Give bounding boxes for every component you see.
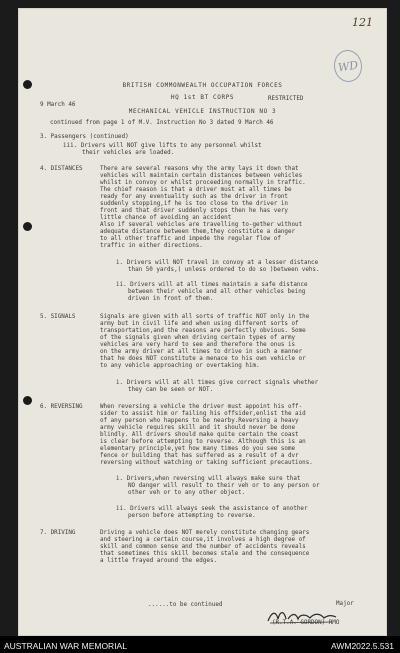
document-page — [18, 8, 387, 636]
body-text-line: that sometimes this skill becomes stale and the consequence — [100, 551, 310, 557]
body-text-line: Driving a vehicle does NOT merely constitute changing gears — [100, 530, 310, 536]
body-text-line: than 50 yards,( unless ordered to do so )between vehs. — [128, 267, 320, 273]
body-text-line: and steering a certain course,it involves a high degree of — [100, 537, 306, 543]
archive-reference: AWM2022.5.531 — [331, 641, 394, 651]
body-text-line: army vehicle requires skill and it should never be done — [100, 425, 296, 431]
body-text-line: their vehicles are loaded. — [82, 150, 175, 156]
body-text-line: skill and common sense and the number of accidents reveals — [100, 544, 306, 550]
body-text-line: suddenly stopping,if he is too close to the driver in — [100, 201, 288, 207]
body-text-line: Signals are given with all sorts of traffic NOT only in the — [100, 314, 310, 320]
body-text-line: traffic in either directions. — [100, 243, 203, 249]
body-text-line: person before attempting to reverse. — [128, 513, 256, 519]
body-text-line: on the army driver at all times to drive in such a manner — [100, 349, 303, 355]
body-text-line: 3. Passengers (continued) — [40, 134, 129, 140]
body-text-line: 6. REVERSING — [40, 404, 83, 410]
body-text-line: blindly. All drivers should make quite certain the coast — [100, 432, 299, 438]
body-text-line: NO danger will result to their veh or to any person or — [128, 483, 320, 489]
body-text-line: sider to assist him or failing his offsider,enlist the aid — [100, 411, 306, 417]
body-text-line: 7. DRIVING — [40, 530, 76, 536]
archive-name: AUSTRALIAN WAR MEMORIAL — [4, 641, 127, 651]
body-text-line: ii. Drivers will always seek the assistance of another — [116, 506, 308, 512]
body-text-line: transportation,and the reasons are perfectly obvious. Some — [100, 328, 306, 334]
body-text-line: little chance of avoiding an accident — [100, 215, 232, 221]
body-text-line: There are several reasons why the army lays it down that — [100, 166, 299, 172]
body-text-line: between their vehicle and all other vehicles being — [128, 289, 306, 295]
body-text-line: elementary principle,yet how many times do you see some — [100, 446, 296, 452]
continued-note: continued from page 1 of M.V. Instruction No 3 dated 9 March 46 — [50, 120, 274, 126]
body-text-line: i. Drivers will at all times give correct signals whether — [116, 380, 319, 386]
body-text-line: 5. SIGNALS — [40, 314, 76, 320]
signature-caption: (R.T.A. GORDON) RMO — [272, 620, 340, 626]
wd-stamp: WD — [332, 48, 364, 84]
body-text-line: to any vehicle approaching or overtaking him. — [100, 363, 260, 369]
body-text-line: army but in civil life and when using different sorts of — [100, 321, 299, 327]
body-text-line: ready for any eventuality such as the driver in front — [100, 194, 288, 200]
archive-footer — [0, 636, 400, 653]
body-text-line: Also if several vehicles are travelling to-gether without — [100, 222, 303, 228]
body-text-line: to all other traffic and impede the regular flow of — [100, 236, 281, 242]
body-text-line: vehicles are very hard to see and therefore the onus is — [100, 342, 296, 348]
body-text-line: of the signals given when driving certain types of army — [100, 335, 296, 341]
document-title: BRITISH COMMONWEALTH OCCUPATION FORCES — [122, 82, 283, 89]
body-text-line: 4. DISTANCES — [40, 166, 83, 172]
signer-rank: Major — [336, 601, 354, 607]
body-text-line: they can be seen or NOT. — [128, 387, 214, 393]
body-text-line: i. Drivers,when reversing will always make sure that — [116, 476, 301, 482]
body-text-line: ii. Drivers will at all times maintain a safe distance — [116, 282, 308, 288]
body-text-line: that he does NOT constitute a menace to his own vehicle or — [100, 356, 306, 362]
body-text-line: iii. Drivers will NOT give lifts to any personnel whilst — [63, 143, 262, 149]
body-text-line: When reversing a vehicle the driver must appoint his off- — [100, 404, 303, 410]
to-be-continued: ......to be continued — [148, 602, 223, 608]
body-text-line: other veh or to any other object. — [128, 490, 246, 496]
body-text-line: whilst in convoy or whilst proceeding normally in traffic. — [100, 180, 306, 186]
instruction-title: MECHANICAL VEHICLE INSTRUCTION NO 3 — [128, 108, 277, 115]
body-text-line: a little frayed around the edges. — [100, 558, 218, 564]
body-text-line: adequate distance between them,they constitute a danger — [100, 229, 296, 235]
body-text-line: The chief reason is that a driver must at all times be — [100, 187, 292, 193]
document-date: 9 March 46 — [40, 102, 76, 108]
body-text-line: fence or building that has suffered as a result of a dvr — [100, 453, 299, 459]
hq-line: HQ 1st BT CORPS — [170, 94, 235, 101]
body-text-line: is clear before attempting to reverse. Although this is an — [100, 439, 306, 445]
document-text — [18, 8, 387, 636]
body-text-line: front and that driver suddenly stops then he has very — [100, 208, 288, 214]
body-text-line: driven in front of them. — [128, 296, 214, 302]
body-text-line: of any person who happens to be nearby.Reversing a heavy — [100, 418, 299, 424]
handwritten-page-number: 121 — [352, 16, 373, 29]
body-text-line: vehicles will maintain certain distances between vehicles — [100, 173, 303, 179]
restricted-mark: RESTRICTED — [268, 96, 304, 102]
body-text-line: i. Drivers will NOT travel in convoy at a lesser distance — [116, 260, 319, 266]
body-text-line: reversing without watching or taking sufficient precautions. — [100, 460, 313, 466]
